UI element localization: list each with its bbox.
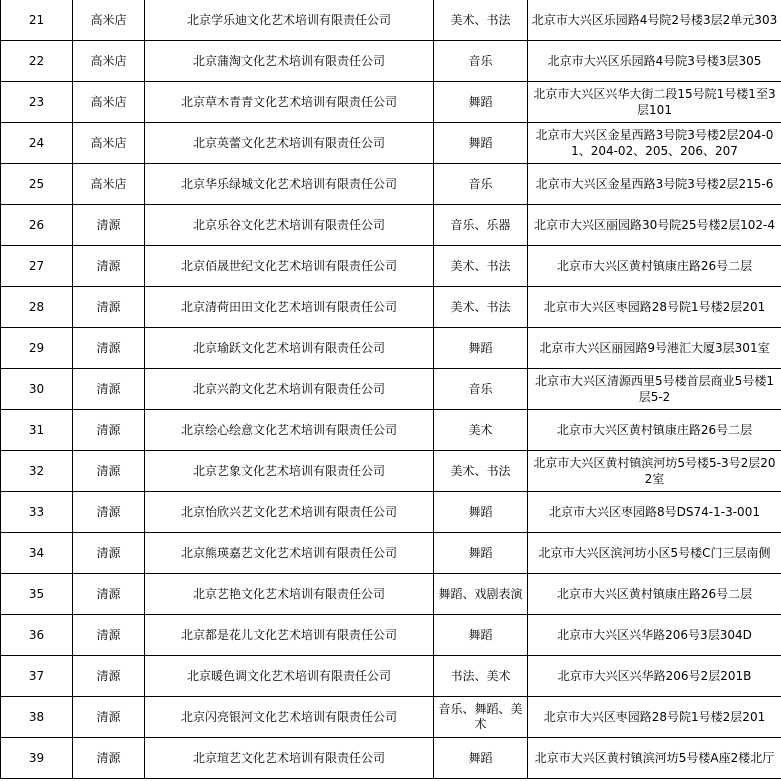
table-body — [1, 0, 781, 779]
table-row — [1, 0, 781, 41]
table-row — [1, 287, 781, 328]
table-row — [1, 328, 781, 369]
cell-area: 高米店 — [73, 41, 145, 82]
cell-index: 31 — [1, 410, 73, 451]
cell-company-name: 北京佰晟世纪文化艺术培训有限责任公司 — [145, 246, 434, 287]
cell-address: 北京市大兴区清源西里5号楼首层商业5号楼1层5-2 — [528, 369, 781, 410]
cell-address: 北京市大兴区兴华路206号2层201B — [528, 656, 781, 697]
cell-area: 清源 — [73, 574, 145, 615]
cell-company-name: 北京瑄艺文化艺术培训有限责任公司 — [145, 738, 434, 779]
cell-address: 北京市大兴区金星西路3号院3号楼2层204-01、204-02、205、206、207 — [528, 123, 781, 164]
cell-category: 美术、书法 — [434, 0, 528, 41]
cell-company-name: 北京华乐绿城文化艺术培训有限责任公司 — [145, 164, 434, 205]
cell-address: 北京市大兴区黄村镇康庄路26号二层 — [528, 246, 781, 287]
table-row — [1, 738, 781, 779]
cell-area: 高米店 — [73, 0, 145, 41]
cell-company-name: 北京怡欣兴艺文化艺术培训有限责任公司 — [145, 492, 434, 533]
table-row — [1, 82, 781, 123]
cell-company-name: 北京草木青青文化艺术培训有限责任公司 — [145, 82, 434, 123]
cell-address: 北京市大兴区枣园路8号DS74-1-3-001 — [528, 492, 781, 533]
table-row — [1, 369, 781, 410]
cell-index: 24 — [1, 123, 73, 164]
cell-address: 北京市大兴区枣园路28号院1号楼2层201 — [528, 287, 781, 328]
cell-area: 清源 — [73, 410, 145, 451]
table-row — [1, 451, 781, 492]
cell-index: 27 — [1, 246, 73, 287]
cell-company-name: 北京英蕾文化艺术培训有限责任公司 — [145, 123, 434, 164]
cell-category: 美术、书法 — [434, 246, 528, 287]
cell-address: 北京市大兴区丽园路9号港汇大厦3层301室 — [528, 328, 781, 369]
cell-address: 北京市大兴区黄村镇康庄路26号二层 — [528, 410, 781, 451]
cell-area: 清源 — [73, 369, 145, 410]
cell-category: 舞蹈 — [434, 123, 528, 164]
cell-address: 北京市大兴区滨河坊小区5号楼C门三层南侧 — [528, 533, 781, 574]
cell-category: 美术、书法 — [434, 287, 528, 328]
cell-category: 音乐、乐器 — [434, 205, 528, 246]
cell-area: 清源 — [73, 697, 145, 738]
cell-company-name: 北京熊瑛嘉艺文化艺术培训有限责任公司 — [145, 533, 434, 574]
cell-company-name: 北京绘心绘意文化艺术培训有限责任公司 — [145, 410, 434, 451]
cell-company-name: 北京闪亮银河文化艺术培训有限责任公司 — [145, 697, 434, 738]
cell-category: 舞蹈 — [434, 533, 528, 574]
table-row — [1, 656, 781, 697]
cell-category: 舞蹈 — [434, 615, 528, 656]
cell-company-name: 北京瑜跃文化艺术培训有限责任公司 — [145, 328, 434, 369]
cell-area: 清源 — [73, 287, 145, 328]
cell-area: 清源 — [73, 656, 145, 697]
cell-area: 清源 — [73, 246, 145, 287]
cell-address: 北京市大兴区黄村镇滨河坊5号楼5-3号2层202室 — [528, 451, 781, 492]
cell-address: 北京市大兴区金星西路3号院3号楼2层215-6 — [528, 164, 781, 205]
cell-index: 32 — [1, 451, 73, 492]
cell-address: 北京市大兴区兴华路206号3层304D — [528, 615, 781, 656]
table-row — [1, 246, 781, 287]
table-row — [1, 123, 781, 164]
cell-company-name: 北京乐谷文化艺术培训有限责任公司 — [145, 205, 434, 246]
cell-index: 22 — [1, 41, 73, 82]
table-row — [1, 410, 781, 451]
cell-category: 音乐、舞蹈、美术 — [434, 697, 528, 738]
cell-area: 高米店 — [73, 123, 145, 164]
cell-area: 清源 — [73, 328, 145, 369]
cell-category: 舞蹈 — [434, 492, 528, 533]
table-row — [1, 492, 781, 533]
cell-address: 北京市大兴区枣园路28号院1号楼2层201 — [528, 697, 781, 738]
cell-index: 25 — [1, 164, 73, 205]
cell-company-name: 北京艺象文化艺术培训有限责任公司 — [145, 451, 434, 492]
cell-category: 音乐 — [434, 369, 528, 410]
cell-company-name: 北京兴韵文化艺术培训有限责任公司 — [145, 369, 434, 410]
table-row — [1, 205, 781, 246]
cell-address: 北京市大兴区乐园路4号院3号楼3层305 — [528, 41, 781, 82]
cell-address: 北京市大兴区兴华大街二段15号院1号楼1至3层101 — [528, 82, 781, 123]
cell-company-name: 北京蒲淘文化艺术培训有限责任公司 — [145, 41, 434, 82]
cell-address: 北京市大兴区黄村镇康庄路26号二层 — [528, 574, 781, 615]
cell-company-name: 北京都是花儿文化艺术培训有限责任公司 — [145, 615, 434, 656]
cell-index: 29 — [1, 328, 73, 369]
cell-category: 音乐 — [434, 41, 528, 82]
cell-category: 美术、书法 — [434, 451, 528, 492]
cell-index: 38 — [1, 697, 73, 738]
cell-category: 书法、美术 — [434, 656, 528, 697]
cell-index: 36 — [1, 615, 73, 656]
cell-company-name: 北京学乐迪文化艺术培训有限责任公司 — [145, 0, 434, 41]
cell-index: 39 — [1, 738, 73, 779]
cell-area: 清源 — [73, 492, 145, 533]
cell-company-name: 北京艺艳文化艺术培训有限责任公司 — [145, 574, 434, 615]
cell-area: 清源 — [73, 615, 145, 656]
table-row — [1, 574, 781, 615]
cell-category: 舞蹈、戏剧表演 — [434, 574, 528, 615]
cell-category: 美术 — [434, 410, 528, 451]
table-row — [1, 615, 781, 656]
cell-address: 北京市大兴区丽园路30号院25号楼2层102-4 — [528, 205, 781, 246]
cell-category: 舞蹈 — [434, 82, 528, 123]
cell-area: 清源 — [73, 205, 145, 246]
cell-address: 北京市大兴区黄村镇滨河坊5号楼A座2楼北厅 — [528, 738, 781, 779]
cell-company-name: 北京暖色调文化艺术培训有限责任公司 — [145, 656, 434, 697]
cell-area: 清源 — [73, 451, 145, 492]
cell-index: 37 — [1, 656, 73, 697]
cell-index: 30 — [1, 369, 73, 410]
cell-area: 清源 — [73, 738, 145, 779]
cell-area: 高米店 — [73, 82, 145, 123]
table-row — [1, 697, 781, 738]
cell-index: 33 — [1, 492, 73, 533]
cell-area: 高米店 — [73, 164, 145, 205]
table-row — [1, 533, 781, 574]
cell-index: 26 — [1, 205, 73, 246]
cell-category: 音乐 — [434, 164, 528, 205]
cell-area: 清源 — [73, 533, 145, 574]
cell-category: 舞蹈 — [434, 328, 528, 369]
cell-index: 21 — [1, 0, 73, 41]
cell-index: 28 — [1, 287, 73, 328]
cell-index: 35 — [1, 574, 73, 615]
table-row — [1, 41, 781, 82]
cell-index: 34 — [1, 533, 73, 574]
cell-address: 北京市大兴区乐园路4号院2号楼3层2单元303 — [528, 0, 781, 41]
cell-category: 舞蹈 — [434, 738, 528, 779]
cell-company-name: 北京清荷田田文化艺术培训有限责任公司 — [145, 287, 434, 328]
table-row — [1, 164, 781, 205]
cell-index: 23 — [1, 82, 73, 123]
